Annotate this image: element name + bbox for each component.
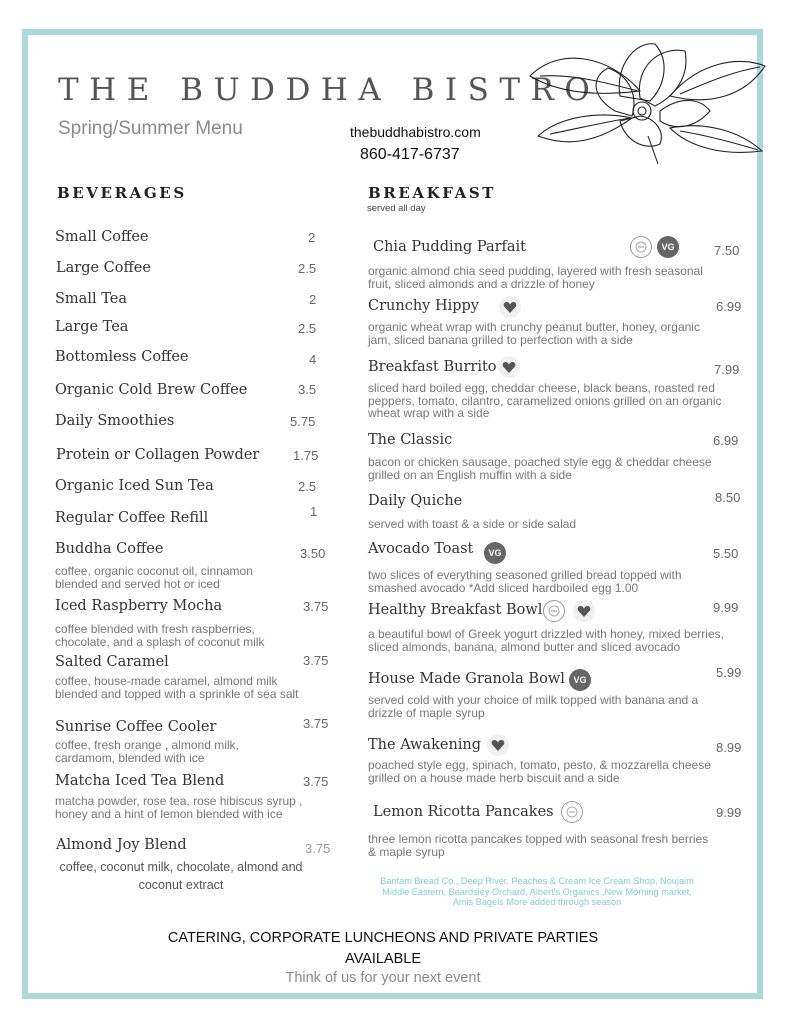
bev-item-name: Iced Raspberry Mocha	[55, 598, 223, 614]
breakfast-item-desc: two slices of everything seasoned grilled bread topped with smashed avocado *Add sliced hardboiled egg 1.00	[368, 568, 682, 595]
bev-item-name: Organic Cold Brew Coffee	[55, 382, 248, 398]
magnolia-flower-illustration	[520, 36, 768, 166]
breakfast-item-price: 8.99	[716, 740, 742, 755]
website-link[interactable]: thebuddhabistro.com	[350, 124, 481, 140]
catering-notice: CATERING, CORPORATE LUNCHEONS AND PRIVATE PARTIES AVAILABLE	[167, 930, 599, 967]
breakfast-item-desc: served cold with your choice of milk topped with banana and a drizzle of maple syrup	[368, 693, 699, 720]
bev-item-desc: matcha powder, rose tea, rose hibiscus syrup , honey and a hint of lemon blended with ice	[55, 794, 303, 821]
breakfast-item-name: Crunchy Hippy	[368, 298, 480, 314]
bev-item-name: Small Coffee	[55, 229, 149, 245]
menu-subtitle: Spring/Summer Menu	[58, 118, 243, 139]
bev-item-name: Matcha Iced Tea Blend	[55, 773, 225, 789]
bev-item-name: Large Tea	[55, 319, 129, 335]
bev-item-desc: coffee, organic coconut oil, cinnamon blended and served hot or iced	[55, 564, 253, 591]
breakfast-item-desc: sliced hard boiled egg, cheddar cheese, black beans, roasted red peppers, tomato, cilantro, caramelized onions grilled on an organic wheat wrap with a side	[368, 381, 722, 420]
breakfast-item-price: 7.50	[714, 243, 740, 258]
breakfast-item-desc: bacon or chicken sausage, poached style egg & cheddar cheese grilled on an English muffin with a side	[368, 455, 712, 482]
partner-seal-icon	[561, 801, 583, 823]
breakfast-item-price: 5.99	[716, 665, 742, 680]
bev-item-price: 5.75	[290, 414, 316, 429]
bev-item-name: Daily Smoothies	[55, 413, 175, 429]
breakfast-item-name: Daily Quiche	[368, 493, 463, 509]
bev-item-name: Small Tea	[55, 291, 127, 307]
breakfast-item-desc: served with toast & a side or side salad	[368, 517, 577, 531]
bev-item-name: Salted Caramel	[55, 654, 169, 670]
breakfast-item-name: Chia Pudding Parfait	[373, 239, 527, 255]
bev-item-price: 2	[308, 230, 316, 245]
beverages-heading: BEVERAGES	[57, 184, 187, 202]
bev-item-name: Large Coffee	[56, 260, 151, 276]
partner-seal-icon	[543, 600, 565, 622]
breakfast-item-desc: three lemon ricotta pancakes topped with seasonal fresh berries & maple syrup	[368, 832, 709, 859]
bev-item-price: 3.75	[303, 599, 329, 614]
bev-item-name: Sunrise Coffee Cooler	[55, 719, 217, 735]
breakfast-item-desc: organic almond chia seed pudding, layered with fresh seasonal fruit, sliced almonds and a drizzle of honey	[368, 264, 703, 291]
breakfast-item-desc: poached style egg, spinach, tomato, pesto, & mozzarella cheese grilled on a house made herb biscuit and a side	[368, 758, 711, 785]
bev-item-price: 2.5	[298, 261, 317, 276]
vegan-badge-icon: VG	[484, 542, 506, 564]
bev-item-price: 2.5	[298, 479, 317, 494]
bev-item-price: 1.75	[293, 448, 319, 463]
breakfast-heading: BREAKFAST	[368, 184, 497, 202]
bev-item-price: 3.5	[298, 382, 317, 397]
vegan-badge-icon: VG	[657, 236, 679, 258]
bev-item-name: Bottomless Coffee	[55, 349, 189, 365]
breakfast-item-name: Lemon Ricotta Pancakes	[373, 804, 554, 820]
bev-item-name: Protein or Collagen Powder	[56, 447, 260, 463]
vegan-badge-icon: VG	[569, 669, 591, 691]
heart-icon	[487, 734, 509, 756]
breakfast-item-price: 9.99	[713, 600, 739, 615]
bev-item-desc: coffee, coconut milk, chocolate, almond and coconut extract	[59, 860, 303, 892]
bev-item-price: 3.75	[303, 653, 329, 668]
breakfast-item-name: Breakfast Burrito	[368, 359, 497, 375]
bev-item-price: 3.75	[303, 716, 329, 731]
bev-item-name: Almond Joy Blend	[56, 837, 187, 853]
bev-item-desc: coffee, fresh orange , almond milk, cardamom, blended with ice	[55, 738, 239, 765]
breakfast-item-price: 8.50	[715, 490, 741, 505]
footer-tagline: Think of us for your next event	[285, 970, 481, 986]
bev-item-price: 3.75	[303, 774, 329, 789]
bev-item-name: Regular Coffee Refill	[55, 510, 209, 526]
sponsor-list: Bantam Bread Co., Deep River, Peaches & Cream Ice Cream Shop, Noujaim Middle Eastern, Beardsley Orchard, Albert's Organics.,New Morning market, Amis Bagels More added through season	[380, 876, 694, 907]
heart-icon	[573, 600, 595, 622]
restaurant-title: THE BUDDHA BISTRO	[58, 72, 601, 108]
breakfast-item-price: 5.50	[713, 546, 739, 561]
breakfast-item-price: 6.99	[713, 433, 739, 448]
bev-item-price: 3.50	[300, 546, 326, 561]
bev-item-desc: coffee, house-made caramel, almond milk blended and topped with a sprinkle of sea salt	[55, 674, 299, 701]
bev-item-price: 1	[310, 504, 318, 519]
partner-seal-icon	[630, 236, 652, 258]
bev-item-price: 3.75	[305, 841, 331, 856]
breakfast-subheading: served all day	[367, 203, 426, 214]
heart-icon	[499, 296, 521, 318]
heart-icon	[498, 356, 520, 378]
breakfast-item-name: The Classic	[368, 432, 453, 448]
phone-number[interactable]: 860-417-6737	[360, 146, 460, 163]
breakfast-item-desc: a beautiful bowl of Greek yogurt drizzled with honey, mixed berries, sliced almonds, banana, almond butter and sliced avocado	[368, 627, 724, 654]
bev-item-desc: coffee blended with fresh raspberries, chocolate, and a splash of coconut milk	[55, 622, 265, 649]
bev-item-name: Buddha Coffee	[55, 541, 164, 557]
bev-item-price: 2.5	[298, 321, 317, 336]
breakfast-item-price: 6.99	[716, 299, 742, 314]
bev-item-price: 2	[309, 292, 317, 307]
breakfast-item-name: House Made Granola Bowl	[368, 671, 565, 687]
breakfast-item-name: Avocado Toast	[368, 541, 474, 557]
breakfast-item-price: 7.99	[714, 362, 740, 377]
bev-item-name: Organic Iced Sun Tea	[55, 478, 214, 494]
breakfast-item-desc: organic wheat wrap with crunchy peanut butter, honey, organic jam, sliced banana grilled to perfection with a side	[368, 320, 700, 347]
breakfast-item-name: Healthy Breakfast Bowl	[368, 602, 543, 618]
bev-item-price: 4	[309, 352, 317, 367]
breakfast-item-name: The Awakening	[368, 737, 482, 753]
breakfast-item-price: 9.99	[716, 805, 742, 820]
